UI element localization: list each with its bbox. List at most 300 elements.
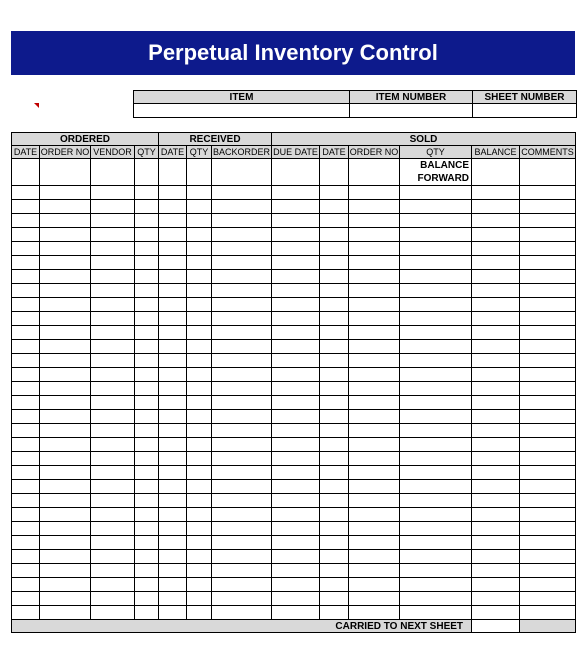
grid-cell[interactable] — [320, 508, 349, 522]
grid-cell[interactable] — [91, 312, 135, 326]
grid-cell[interactable] — [520, 606, 576, 620]
grid-cell[interactable] — [12, 522, 40, 536]
grid-cell[interactable] — [349, 536, 400, 550]
grid-cell[interactable] — [12, 340, 40, 354]
grid-cell[interactable] — [272, 410, 320, 424]
grid-cell[interactable] — [159, 284, 187, 298]
grid-cell[interactable] — [472, 368, 520, 382]
grid-cell[interactable] — [472, 424, 520, 438]
grid-cell[interactable] — [472, 382, 520, 396]
grid-cell[interactable] — [400, 284, 472, 298]
grid-cell[interactable] — [520, 326, 576, 340]
grid-cell[interactable] — [159, 354, 187, 368]
grid-cell[interactable] — [349, 466, 400, 480]
grid-cell[interactable] — [320, 200, 349, 214]
grid-cell[interactable] — [400, 480, 472, 494]
grid-cell[interactable] — [212, 186, 272, 200]
grid-cell[interactable] — [40, 340, 91, 354]
grid-cell[interactable] — [349, 200, 400, 214]
grid-cell[interactable] — [187, 508, 212, 522]
grid-cell[interactable] — [400, 564, 472, 578]
grid-cell[interactable] — [520, 368, 576, 382]
grid-cell[interactable] — [40, 298, 91, 312]
grid-cell[interactable] — [40, 592, 91, 606]
grid-cell[interactable] — [187, 270, 212, 284]
grid-cell[interactable] — [91, 298, 135, 312]
grid-cell[interactable] — [520, 186, 576, 200]
grid-cell[interactable] — [400, 340, 472, 354]
grid-cell[interactable] — [349, 564, 400, 578]
grid-cell[interactable] — [187, 564, 212, 578]
grid-cell[interactable] — [40, 508, 91, 522]
grid-cell[interactable] — [135, 606, 159, 620]
grid-cell[interactable] — [12, 326, 40, 340]
grid-cell[interactable] — [159, 298, 187, 312]
grid-cell[interactable] — [520, 270, 576, 284]
grid-cell[interactable] — [91, 214, 135, 228]
grid-cell[interactable] — [187, 606, 212, 620]
grid-cell[interactable] — [272, 256, 320, 270]
grid-cell[interactable] — [472, 270, 520, 284]
grid-cell[interactable] — [212, 242, 272, 256]
grid-cell[interactable] — [472, 494, 520, 508]
grid-cell[interactable] — [349, 340, 400, 354]
grid-cell[interactable] — [187, 522, 212, 536]
grid-cell[interactable] — [91, 578, 135, 592]
grid-cell[interactable] — [91, 396, 135, 410]
grid-cell[interactable] — [349, 284, 400, 298]
grid-cell[interactable] — [212, 256, 272, 270]
grid-cell[interactable] — [12, 214, 40, 228]
grid-cell[interactable] — [159, 270, 187, 284]
grid-cell[interactable] — [520, 354, 576, 368]
grid-cell[interactable] — [135, 312, 159, 326]
grid-cell[interactable] — [400, 396, 472, 410]
grid-cell[interactable] — [472, 508, 520, 522]
grid-cell[interactable] — [91, 326, 135, 340]
grid-cell[interactable] — [400, 522, 472, 536]
grid-cell[interactable] — [40, 312, 91, 326]
grid-cell[interactable] — [520, 396, 576, 410]
grid-cell[interactable] — [135, 368, 159, 382]
grid-cell[interactable] — [272, 382, 320, 396]
grid-cell[interactable] — [159, 564, 187, 578]
grid-cell[interactable] — [187, 396, 212, 410]
grid-cell[interactable] — [91, 508, 135, 522]
grid-cell[interactable] — [187, 494, 212, 508]
grid-cell[interactable] — [320, 256, 349, 270]
grid-cell[interactable] — [272, 522, 320, 536]
grid-cell[interactable] — [187, 480, 212, 494]
grid-cell[interactable] — [91, 550, 135, 564]
grid-cell[interactable] — [349, 508, 400, 522]
grid-cell[interactable] — [400, 270, 472, 284]
grid-cell[interactable] — [349, 312, 400, 326]
grid-cell[interactable] — [187, 186, 212, 200]
grid-cell[interactable] — [520, 284, 576, 298]
grid-cell[interactable] — [320, 536, 349, 550]
grid-cell[interactable] — [12, 438, 40, 452]
grid-cell[interactable] — [272, 242, 320, 256]
grid-cell[interactable] — [40, 326, 91, 340]
grid-cell[interactable] — [472, 606, 520, 620]
grid-cell[interactable] — [320, 480, 349, 494]
grid-cell[interactable] — [135, 536, 159, 550]
grid-cell[interactable] — [212, 368, 272, 382]
grid-cell[interactable] — [91, 536, 135, 550]
grid-cell[interactable] — [212, 550, 272, 564]
grid-cell[interactable] — [272, 368, 320, 382]
grid-cell[interactable] — [12, 606, 40, 620]
grid-cell[interactable] — [320, 578, 349, 592]
grid-cell[interactable] — [520, 592, 576, 606]
grid-cell[interactable] — [320, 340, 349, 354]
grid-cell[interactable] — [40, 606, 91, 620]
grid-cell[interactable] — [135, 424, 159, 438]
grid-cell[interactable] — [40, 452, 91, 466]
grid-cell[interactable] — [400, 214, 472, 228]
grid-cell[interactable] — [187, 312, 212, 326]
grid-cell[interactable] — [472, 592, 520, 606]
grid-cell[interactable] — [91, 522, 135, 536]
grid-cell[interactable] — [212, 382, 272, 396]
grid-cell[interactable] — [12, 536, 40, 550]
grid-cell[interactable] — [40, 256, 91, 270]
grid-cell[interactable] — [159, 480, 187, 494]
grid-cell[interactable] — [472, 284, 520, 298]
grid-cell[interactable] — [472, 228, 520, 242]
grid-cell[interactable] — [40, 410, 91, 424]
grid-cell[interactable] — [212, 214, 272, 228]
grid-cell[interactable] — [40, 354, 91, 368]
grid-cell[interactable] — [40, 424, 91, 438]
grid-cell[interactable] — [91, 466, 135, 480]
grid-cell[interactable] — [320, 242, 349, 256]
grid-cell[interactable] — [40, 200, 91, 214]
grid-cell[interactable] — [472, 326, 520, 340]
grid-cell[interactable] — [320, 550, 349, 564]
grid-cell[interactable] — [320, 214, 349, 228]
grid-cell[interactable] — [272, 200, 320, 214]
grid-cell[interactable] — [91, 564, 135, 578]
grid-cell[interactable] — [472, 564, 520, 578]
grid-cell[interactable] — [91, 382, 135, 396]
grid-cell[interactable] — [212, 424, 272, 438]
grid-cell[interactable] — [135, 466, 159, 480]
grid-cell[interactable] — [320, 564, 349, 578]
grid-cell[interactable] — [400, 424, 472, 438]
grid-cell[interactable] — [91, 186, 135, 200]
grid-cell[interactable] — [12, 270, 40, 284]
grid-cell[interactable] — [159, 340, 187, 354]
grid-cell[interactable] — [40, 578, 91, 592]
grid-cell[interactable] — [520, 242, 576, 256]
grid-cell[interactable] — [472, 452, 520, 466]
grid-cell[interactable] — [159, 452, 187, 466]
grid-cell[interactable] — [349, 382, 400, 396]
grid-cell[interactable] — [12, 312, 40, 326]
grid-cell[interactable] — [400, 228, 472, 242]
grid-cell[interactable] — [187, 466, 212, 480]
grid-cell[interactable] — [349, 452, 400, 466]
grid-cell[interactable] — [12, 368, 40, 382]
item-cell[interactable] — [134, 104, 350, 118]
grid-cell[interactable] — [40, 228, 91, 242]
grid-cell[interactable] — [159, 606, 187, 620]
grid-cell[interactable] — [187, 578, 212, 592]
grid-cell[interactable] — [272, 424, 320, 438]
grid-cell[interactable] — [135, 214, 159, 228]
grid-cell[interactable] — [135, 382, 159, 396]
grid-cell[interactable] — [212, 536, 272, 550]
grid-cell[interactable] — [349, 396, 400, 410]
grid-cell[interactable] — [40, 466, 91, 480]
grid-cell[interactable] — [272, 270, 320, 284]
grid-cell[interactable] — [349, 424, 400, 438]
grid-cell[interactable] — [472, 354, 520, 368]
grid-cell[interactable] — [400, 550, 472, 564]
grid-cell[interactable] — [135, 480, 159, 494]
grid-cell[interactable] — [187, 438, 212, 452]
grid-cell[interactable] — [135, 410, 159, 424]
grid-cell[interactable] — [272, 536, 320, 550]
grid-cell[interactable] — [91, 410, 135, 424]
grid-cell[interactable] — [212, 508, 272, 522]
grid-cell[interactable] — [135, 550, 159, 564]
grid-cell[interactable] — [12, 424, 40, 438]
grid-cell[interactable] — [40, 438, 91, 452]
grid-cell[interactable] — [12, 410, 40, 424]
grid-cell[interactable] — [472, 438, 520, 452]
grid-cell[interactable] — [400, 242, 472, 256]
grid-cell[interactable] — [212, 270, 272, 284]
grid-cell[interactable] — [91, 354, 135, 368]
grid-cell[interactable] — [12, 298, 40, 312]
grid-cell[interactable] — [12, 186, 40, 200]
grid-cell[interactable] — [187, 214, 212, 228]
grid-cell[interactable] — [520, 564, 576, 578]
grid-cell[interactable] — [135, 284, 159, 298]
grid-cell[interactable] — [159, 578, 187, 592]
grid-cell[interactable] — [135, 200, 159, 214]
grid-cell[interactable] — [272, 354, 320, 368]
grid-cell[interactable] — [272, 606, 320, 620]
grid-cell[interactable] — [472, 410, 520, 424]
grid-cell[interactable] — [320, 186, 349, 200]
grid-cell[interactable] — [212, 326, 272, 340]
grid-cell[interactable] — [12, 200, 40, 214]
grid-cell[interactable] — [91, 452, 135, 466]
grid-cell[interactable] — [159, 522, 187, 536]
grid-cell[interactable] — [349, 214, 400, 228]
grid-cell[interactable] — [187, 550, 212, 564]
grid-cell[interactable] — [320, 382, 349, 396]
grid-cell[interactable] — [159, 410, 187, 424]
grid-cell[interactable] — [520, 200, 576, 214]
grid-cell[interactable] — [272, 186, 320, 200]
grid-cell[interactable] — [91, 438, 135, 452]
grid-cell[interactable] — [40, 550, 91, 564]
grid-cell[interactable] — [40, 214, 91, 228]
grid-cell[interactable] — [212, 298, 272, 312]
grid-cell[interactable] — [320, 410, 349, 424]
grid-cell[interactable] — [187, 326, 212, 340]
grid-cell[interactable] — [187, 354, 212, 368]
grid-cell[interactable] — [40, 242, 91, 256]
grid-cell[interactable] — [40, 186, 91, 200]
grid-cell[interactable] — [187, 256, 212, 270]
grid-cell[interactable] — [212, 494, 272, 508]
grid-cell[interactable] — [400, 508, 472, 522]
grid-cell[interactable] — [91, 606, 135, 620]
grid-cell[interactable] — [91, 592, 135, 606]
grid-cell[interactable] — [472, 200, 520, 214]
grid-cell[interactable] — [12, 494, 40, 508]
grid-cell[interactable] — [520, 508, 576, 522]
grid-cell[interactable] — [91, 424, 135, 438]
grid-cell[interactable] — [187, 410, 212, 424]
grid-cell[interactable] — [320, 284, 349, 298]
grid-cell[interactable] — [349, 550, 400, 564]
grid-cell[interactable] — [12, 578, 40, 592]
grid-cell[interactable] — [272, 508, 320, 522]
grid-cell[interactable] — [12, 228, 40, 242]
grid-cell[interactable] — [272, 396, 320, 410]
grid-cell[interactable] — [272, 312, 320, 326]
grid-cell[interactable] — [187, 368, 212, 382]
carried-balance-cell[interactable] — [472, 620, 520, 633]
grid-cell[interactable] — [135, 452, 159, 466]
grid-cell[interactable] — [12, 452, 40, 466]
grid-cell[interactable] — [520, 410, 576, 424]
grid-cell[interactable] — [187, 298, 212, 312]
grid-cell[interactable] — [159, 186, 187, 200]
grid-cell[interactable] — [520, 438, 576, 452]
grid-cell[interactable] — [12, 382, 40, 396]
grid-cell[interactable] — [187, 284, 212, 298]
grid-cell[interactable] — [472, 312, 520, 326]
grid-cell[interactable] — [212, 578, 272, 592]
grid-cell[interactable] — [40, 480, 91, 494]
grid-cell[interactable] — [12, 564, 40, 578]
grid-cell[interactable] — [40, 284, 91, 298]
grid-cell[interactable] — [159, 228, 187, 242]
grid-cell[interactable] — [400, 494, 472, 508]
grid-cell[interactable] — [320, 228, 349, 242]
grid-cell[interactable] — [212, 228, 272, 242]
grid-cell[interactable] — [135, 340, 159, 354]
grid-cell[interactable] — [91, 228, 135, 242]
grid-cell[interactable] — [40, 270, 91, 284]
grid-cell[interactable] — [272, 438, 320, 452]
grid-cell[interactable] — [520, 494, 576, 508]
grid-cell[interactable] — [320, 522, 349, 536]
grid-cell[interactable] — [320, 396, 349, 410]
grid-cell[interactable] — [187, 592, 212, 606]
grid-cell[interactable] — [349, 242, 400, 256]
grid-cell[interactable] — [400, 312, 472, 326]
grid-cell[interactable] — [272, 592, 320, 606]
grid-cell[interactable] — [187, 200, 212, 214]
grid-cell[interactable] — [159, 214, 187, 228]
grid-cell[interactable] — [212, 564, 272, 578]
grid-cell[interactable] — [159, 550, 187, 564]
grid-cell[interactable] — [212, 410, 272, 424]
grid-cell[interactable] — [272, 466, 320, 480]
grid-cell[interactable] — [135, 494, 159, 508]
grid-cell[interactable] — [135, 592, 159, 606]
grid-cell[interactable] — [159, 242, 187, 256]
grid-cell[interactable] — [212, 592, 272, 606]
grid-cell[interactable] — [349, 438, 400, 452]
grid-cell[interactable] — [212, 452, 272, 466]
grid-cell[interactable] — [272, 578, 320, 592]
grid-cell[interactable] — [520, 298, 576, 312]
grid-cell[interactable] — [187, 452, 212, 466]
grid-cell[interactable] — [472, 256, 520, 270]
grid-cell[interactable] — [91, 368, 135, 382]
grid-cell[interactable] — [349, 522, 400, 536]
grid-cell[interactable] — [12, 242, 40, 256]
grid-cell[interactable] — [400, 326, 472, 340]
grid-cell[interactable] — [159, 312, 187, 326]
grid-cell[interactable] — [12, 354, 40, 368]
grid-cell[interactable] — [472, 522, 520, 536]
grid-cell[interactable] — [135, 354, 159, 368]
grid-cell[interactable] — [12, 592, 40, 606]
grid-cell[interactable] — [159, 424, 187, 438]
grid-cell[interactable] — [400, 410, 472, 424]
grid-cell[interactable] — [91, 340, 135, 354]
grid-cell[interactable] — [349, 326, 400, 340]
grid-cell[interactable] — [400, 466, 472, 480]
grid-cell[interactable] — [272, 564, 320, 578]
grid-cell[interactable] — [12, 550, 40, 564]
grid-cell[interactable] — [520, 340, 576, 354]
grid-cell[interactable] — [40, 368, 91, 382]
grid-cell[interactable] — [320, 452, 349, 466]
grid-cell[interactable] — [349, 228, 400, 242]
grid-cell[interactable] — [272, 494, 320, 508]
grid-cell[interactable] — [212, 480, 272, 494]
grid-cell[interactable] — [91, 270, 135, 284]
grid-cell[interactable] — [159, 200, 187, 214]
grid-cell[interactable] — [135, 578, 159, 592]
grid-cell[interactable] — [212, 466, 272, 480]
grid-cell[interactable] — [320, 424, 349, 438]
grid-cell[interactable] — [12, 284, 40, 298]
grid-cell[interactable] — [520, 522, 576, 536]
grid-cell[interactable] — [472, 480, 520, 494]
grid-cell[interactable] — [212, 284, 272, 298]
grid-cell[interactable] — [472, 186, 520, 200]
grid-cell[interactable] — [320, 438, 349, 452]
grid-cell[interactable] — [520, 214, 576, 228]
grid-cell[interactable] — [159, 438, 187, 452]
grid-cell[interactable] — [40, 494, 91, 508]
grid-cell[interactable] — [135, 438, 159, 452]
grid-cell[interactable] — [472, 578, 520, 592]
grid-cell[interactable] — [91, 284, 135, 298]
grid-cell[interactable] — [159, 466, 187, 480]
grid-cell[interactable] — [472, 214, 520, 228]
grid-cell[interactable] — [320, 354, 349, 368]
grid-cell[interactable] — [520, 256, 576, 270]
grid-cell[interactable] — [12, 508, 40, 522]
grid-cell[interactable] — [212, 354, 272, 368]
grid-cell[interactable] — [40, 522, 91, 536]
grid-cell[interactable] — [91, 256, 135, 270]
